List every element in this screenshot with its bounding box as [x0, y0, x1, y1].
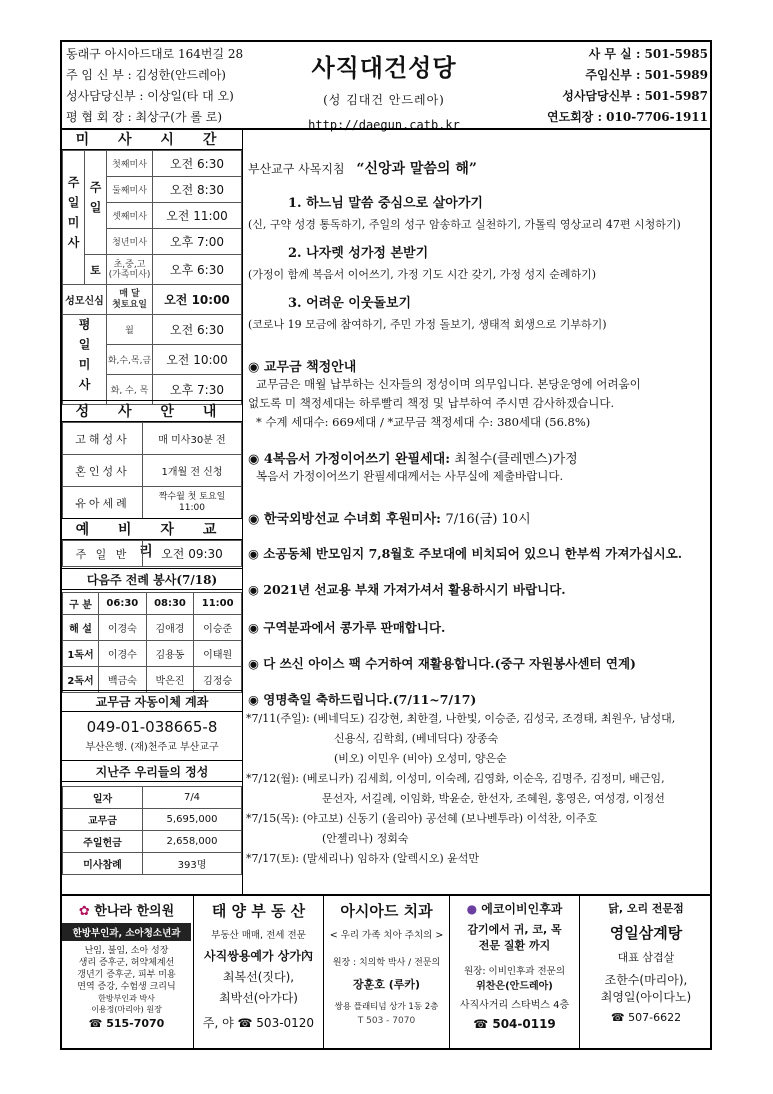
service-cell: 박은진 [146, 667, 194, 693]
ad-name: 닭, 오리 전문점 [608, 902, 684, 915]
stat-value: 393명 [143, 853, 242, 875]
notice-1-title: ◉ 교무금 책정안내 [248, 360, 357, 375]
mass-time: 오전 6:30 [153, 151, 242, 177]
ad-phone: ☎ 507-6622 [610, 1011, 682, 1024]
service-cell: 이태원 [194, 641, 242, 667]
service-col: 08:30 [146, 593, 194, 615]
service-col: 11:00 [194, 593, 242, 615]
holy-mass-name: 매 달 첫토요일 [107, 285, 153, 315]
service-table [62, 592, 242, 693]
weekday-name: 월 [107, 315, 153, 345]
feast-line: *7/17(토): (말세리나) 임하자 (알렉시오) 윤석만 [246, 852, 480, 865]
service-role: 1독서 [63, 641, 99, 667]
stat-label: 미사참례 [63, 853, 143, 875]
address: 동래구 아시아드대로 164번길 28 [66, 47, 244, 61]
mass-time: 오후 7:00 [153, 229, 242, 255]
sat-label: 토 [85, 255, 107, 285]
sacrament-value: 짝수월 첫 토요일 11:00 [143, 487, 242, 519]
logo-icon: ● [466, 902, 478, 916]
header-center [270, 44, 498, 132]
ad-line: 최복선(짓다), [222, 970, 295, 984]
item-desc: (신, 구약 성경 통독하기, 주일의 성구 암송하고 실천하기, 가톨릭 영상교리 47편 시청하기) [248, 218, 681, 231]
mass-time: 오전 11:00 [153, 203, 242, 229]
service-col: 구 분 [63, 593, 99, 615]
church-title: 사직대건성당 [311, 54, 457, 82]
ad-line: 대표 삼겹살 [617, 951, 675, 964]
feast-line: *7/12(월): (베로니카) 김세희, 이성미, 이숙례, 김영화, 이순옥, 김명주, 김정미, 배근임, [246, 772, 665, 785]
holy-mass-label: 성모신심 [63, 285, 107, 315]
item-title: 2. 나자렛 성가정 본받기 [288, 246, 429, 261]
stat-value: 2,658,000 [143, 831, 242, 853]
ad-restaurant [580, 894, 712, 1050]
ad-sub: 영일삼계탕 [609, 924, 683, 942]
service-cell: 김정승 [194, 667, 242, 693]
mass-time: 오전 8:30 [153, 177, 242, 203]
notice-3 [248, 508, 531, 527]
ad-dental [324, 894, 450, 1050]
motto: “신앙과 말씀의 해” [356, 161, 477, 177]
ad-line: 쌍용 플래티넘 상가 1동 2층 [334, 1002, 439, 1012]
ad-line: 갱년기 증후군, 피부 미용 [77, 970, 176, 980]
ad-sub: 부동산 매매, 전세 전문 [211, 930, 306, 941]
church-url[interactable]: http://daegun.catb.kr [308, 118, 460, 132]
notice-4: ◉ 소공동체 반모임지 7,8월호 주보대에 비치되어 있으니 한부씩 가져가십시오. [248, 546, 683, 561]
column-divider [242, 128, 243, 894]
sacrament-name: 혼인성사 [63, 455, 143, 487]
stat-label: 교무금 [63, 809, 143, 831]
stats-table [62, 786, 242, 875]
ad-line: 위찬은(안드레아) [476, 981, 553, 992]
feast-line: (비오) 이민우 (비아) 오성미, 양은순 [334, 752, 507, 765]
weekday-name: 화, 수, 목 [107, 375, 153, 405]
feast-line: 신용식, 김학희, (베네딕다) 장종숙 [334, 732, 499, 745]
ad-line: 최박선(아가다) [219, 991, 298, 1005]
notice-3-title: ◉ 한국외방선교 수녀회 후원미사: [248, 512, 446, 527]
catechism-heading: 예 비 자 교 리 [62, 518, 242, 540]
catechism-name: 주 일 반 [63, 541, 143, 567]
ad-phone: T 503 - 7070 [357, 1016, 416, 1026]
weekday-time: 오전 6:30 [153, 315, 242, 345]
catechism-time: 오전 09:30 [143, 541, 242, 567]
feast-line: (안젤리나) 정회숙 [322, 832, 409, 845]
weekday-time: 오후 7:30 [153, 375, 242, 405]
account-bank: 부산은행. (재)천주교 부산교구 [85, 742, 219, 753]
account-number: 049-01-038665-8 [86, 718, 218, 736]
ad-line: 면역 증강, 수험생 크리닉 [77, 982, 176, 992]
service-cell: 이경숙 [99, 615, 147, 641]
ad-line: 생리 증후군, 허약체계선 [78, 958, 175, 968]
notice-5: ◉ 2021년 선교용 부채 가져가셔서 활용하시기 바랍니다. [248, 582, 566, 597]
ad-name: 태 양 부 동 산 [211, 902, 306, 920]
ad-line: 원장 : 치의학 박사 / 전문의 [332, 958, 441, 968]
notice-7: ◉ 다 쓰신 아이스 팩 수거하여 재활용합니다.(중구 자원봉사센터 연계) [248, 656, 636, 671]
ad-line: 이용정(마리아) 원장 [91, 1005, 162, 1014]
item-title: 3. 어려운 이웃돌보기 [288, 296, 412, 311]
ad-line: 한방부인과 박사 [98, 994, 155, 1003]
office-phone: 사 무 실 : 501-5985 [588, 47, 708, 61]
ju-label: 주일 [88, 181, 102, 221]
notice-2-title: ◉ 4복음서 가정이어쓰기 완필세대: [248, 452, 455, 467]
motto-line [248, 158, 477, 178]
ad-name: 아시아드 치과 [340, 902, 433, 920]
sacrament-value: 1개월 전 신청 [143, 455, 242, 487]
notice-2 [248, 448, 578, 467]
catechism-table [62, 540, 242, 567]
sacrament-value: 매 미사30분 전 [143, 423, 242, 455]
ad-sub: < 우리 가족 치아 주치의 > [329, 930, 444, 941]
feast-line: *7/15(목): (야고보) 신동기 (율리아) 공선혜 (보나벤투라) 이석찬, 이주호 [246, 812, 598, 825]
weekday-name: 화,수,목,금 [107, 345, 153, 375]
service-cell: 백금숙 [99, 667, 147, 693]
assistant-phone: 성사담당신부 : 501-5987 [562, 89, 708, 103]
ad-line: 전문 질환 까지 [478, 939, 551, 952]
ad-line: 난임, 불임, 소아 성장 [84, 946, 169, 956]
item-title: 1. 하느님 말씀 중심으로 살아가기 [288, 196, 483, 211]
sunday-mass-label: 주일미사 [66, 176, 80, 256]
ad-sub: 한방부인과, 소아청소년과 [62, 923, 191, 941]
sacrament-table [62, 422, 242, 519]
stat-label: 주일헌금 [63, 831, 143, 853]
service-col: 06:30 [99, 593, 147, 615]
item-desc: (가정이 함께 복음서 이어쓰기, 가정 기도 시간 갖기, 가정 성지 순례하기) [248, 268, 597, 281]
notice-8: ◉ 영명축일 축하드립니다.(7/11~7/17) [248, 692, 477, 707]
feast-line: 문선자, 서길례, 이임화, 박윤순, 한선자, 조혜원, 홍영은, 여성경, 이정선 [322, 792, 665, 805]
service-cell: 김애경 [146, 615, 194, 641]
ad-line: 사직사거리 스타벅스 4층 [459, 1000, 570, 1011]
mass-table [62, 150, 242, 405]
ad-clinic [60, 894, 194, 1050]
stats-heading: 지난주 우리들의 정성 [62, 760, 242, 782]
ad-phone: ☎ 515-7070 [88, 1017, 165, 1030]
notice-6: ◉ 구역분과에서 콩가루 판매합니다. [248, 620, 446, 635]
ad-phone: ☎ 504-0119 [473, 1017, 556, 1031]
header-info-left [66, 44, 266, 128]
stat-value: 5,695,000 [143, 809, 242, 831]
youth-phone: 연도회장 : 010-7706-1911 [547, 110, 708, 124]
pastor: 주 임 신 부 : 김성한(안드레아) [66, 68, 226, 82]
holy-mass-time: 오전 10:00 [153, 285, 242, 315]
ad-line: 원장: 이비인후과 전문의 [463, 966, 565, 977]
ad-phone: 주, 야 ☎ 503-0120 [202, 1016, 315, 1030]
pastor-phone: 주임신부 : 501-5989 [585, 68, 708, 82]
sat-mass-time: 오후 6:30 [153, 255, 242, 285]
mass-name: 첫째미사 [107, 151, 153, 177]
mass-heading: 미 사 시 간 [62, 128, 242, 150]
ad-line: 조한수(마리아), [604, 973, 688, 987]
mass-name: 둘째미사 [107, 177, 153, 203]
item-desc: (코로나 19 모금에 참여하기, 주민 가정 돌보기, 생태적 회생으로 기부하기) [248, 318, 607, 331]
flower-icon: ✿ [78, 904, 90, 919]
church-subtitle: (성 김대건 안드레아) [323, 93, 445, 107]
header-info-right [510, 44, 708, 128]
sacrament-heading: 성 사 안 내 [62, 400, 242, 422]
notice-3-date: 7/16(금) 10시 [445, 512, 531, 527]
notice-2-text: 복음서 가정이어쓰기 완필세대께서는 사무실에 제출바랍니다. [256, 469, 564, 483]
mass-name: 청년미사 [107, 229, 153, 255]
service-cell: 이승준 [194, 615, 242, 641]
notice-1-text: 없도록 미 책정세대는 하루빨리 책정 및 납부하여 주시면 감사하겠습니다. [248, 396, 615, 410]
service-heading: 다음주 전례 봉사(7/18) [62, 568, 242, 590]
account-heading: 교무금 자동이체 계좌 [62, 690, 242, 712]
ad-line: 최영일(아이다노) [600, 990, 692, 1004]
stat-label: 일자 [63, 787, 143, 809]
council-president: 평 협 회 장 : 최상구(가 롤 로) [66, 110, 223, 124]
sat-mass-name: 초,중,고 (가족미사) [107, 255, 153, 285]
service-role: 2독서 [63, 667, 99, 693]
ads-row [60, 894, 712, 1050]
stat-value: 7/4 [143, 787, 242, 809]
notice-1-text: 교무금은 매월 납부하는 신자들의 정성이며 의무입니다. 본당운영에 어려움이 [256, 377, 641, 391]
motto-prefix: 부산교구 사목지침 [248, 162, 345, 176]
notice-2-name: 최철수(클레멘스)가정 [454, 452, 578, 467]
mass-name: 셋째미사 [107, 203, 153, 229]
feast-line: *7/11(주일): (베네딕도) 김강현, 최한결, 나한빛, 이승준, 김성국, 조경태, 최원우, 남성대, [246, 712, 676, 725]
service-cell: 이경수 [99, 641, 147, 667]
ad-name: 에코이비인후과 [481, 902, 563, 916]
weekday-mass-label: 평일미사 [77, 318, 91, 398]
weekday-time: 오전 10:00 [153, 345, 242, 375]
assistant-priest: 성사담당신부 : 이상일(타 대 오) [66, 89, 234, 103]
service-cell: 김용동 [146, 641, 194, 667]
notice-1-stats: * 수계 세대수: 669세대 / *교무금 책정세대 수: 380세대 (56.8%) [256, 415, 591, 429]
ad-realty [194, 894, 324, 1050]
ad-line: 장훈호 (루카) [352, 978, 420, 991]
service-role: 해 설 [63, 615, 99, 641]
sacrament-name: 유아세례 [63, 487, 143, 519]
ad-ent [450, 894, 580, 1050]
ad-line: 사직쌍용예가 상가內 [204, 949, 313, 963]
ad-sub: 감기에서 귀, 코, 목 [467, 923, 562, 936]
ad-name: 한나라 한의원 [94, 904, 175, 919]
sacrament-name: 고해성사 [63, 423, 143, 455]
